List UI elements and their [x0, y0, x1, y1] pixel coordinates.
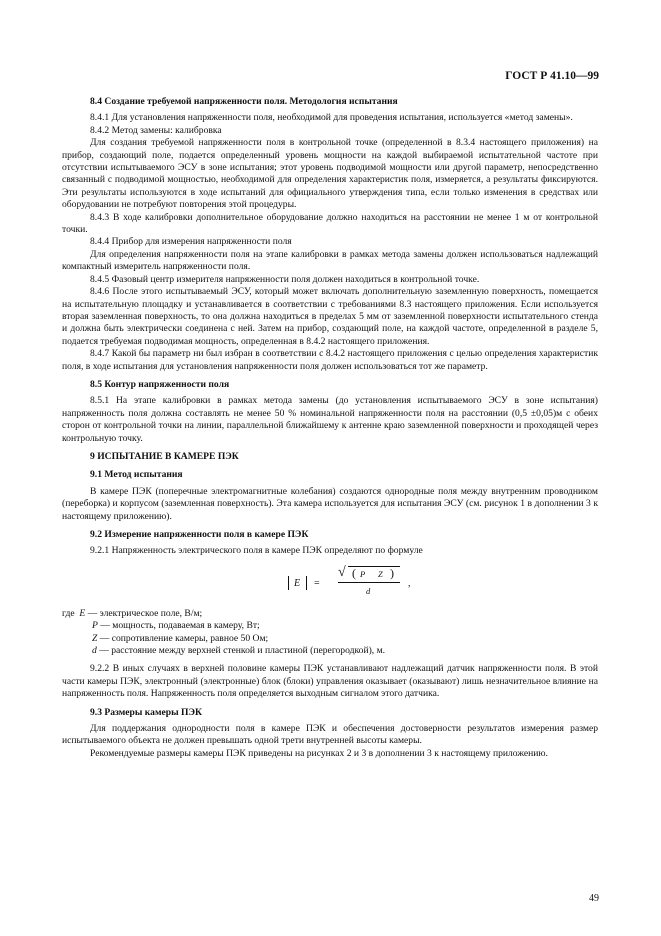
paragraph-9-3-b: Рекомендуемые размеры камеры ПЭК приведены на рисунках 2 и 3 в дополнении 3 к настоящему приложению. [90, 747, 548, 759]
legend-where: где [62, 607, 75, 619]
formula-equals: = [314, 577, 320, 589]
section-8-4-heading: 8.4 Создание требуемой напряженности поля. Методология испытания [90, 96, 398, 107]
sqrt-icon: √ [338, 564, 346, 580]
section-9-heading: 9 ИСПЫТАНИЕ В КАМЕРЕ ПЭК [90, 450, 239, 462]
paragraph-9-2-2: 9.2.2 В иных случаях в верхней половине камеры ПЭК устанавливают надлежащий датчик напряженности поля. В этой части камеры ПЭК, электронный (электронные) блок (блоки) управления оказывает (оказывают) лишь незначительное влияние на напряженность поля. Напряженность поля определяется выходным сигналом этого датчика. [62, 663, 598, 700]
paragraph-9-3-a: Для поддержания однородности поля в камере ПЭК и обеспечения достоверности результатов измерения размер испытываемого объекта не должен превышать одной трети внутренней высоты камеры. [62, 723, 598, 747]
section-8-5-heading: 8.5 Контур напряженности поля [90, 378, 230, 390]
legend-text: — сопротивление камеры, равное 50 Ом; [99, 632, 269, 644]
paragraph-8-4-2-text: Для создания требуемой напряженности поля в контрольной точке (определенной в 8.3.4 настоящего приложения) на прибор, создающий поле, подается определенный уровень мощности на каждой выбираемой испытательной частоте при отсутствии испытываемого ЭСУ в зоне испытания; этот уровень подводимой мощности или другой параметр, непосредственно связанный с подводимой мощностью, необходимой для определения характеристик поля, измеряется, а результаты фиксируются. Эти результаты используются в ходе испытаний для официального утверждения типа, если только изменения в средствах или оборудовании не потребуют повторения этой процедуры. [62, 137, 598, 211]
formula-d: d [366, 585, 371, 596]
section-9-1-heading: 9.1 Метод испытания [90, 469, 183, 481]
legend-row-z [62, 633, 598, 645]
legend-row-e [62, 608, 598, 620]
formula-p: P [360, 568, 366, 579]
legend-text: — мощность, подаваемая в камеру, Вт; [100, 620, 260, 632]
paragraph-8-4-1: 8.4.1 Для установления напряженности поля, необходимой для проведения испытания, используется «метод замены». [90, 112, 573, 124]
section-9-2-heading: 9.2 Измерение напряженности поля в камере ПЭК [90, 529, 309, 540]
legend-text: — расстояние между верхней стенкой и пластиной (перегородкой), м. [99, 645, 386, 657]
field-strength-formula [62, 562, 598, 606]
paragraph-8-5-1: 8.5.1 На этапе калибровки в рамках метода замены (до установления испытываемого ЭСУ в зоне испытания) напряженность поля должна составлять не менее 50 % номинальной напряженности поля на расстоянии (0,5 ±0,05)м с обеих сторон от контрольной точки на линии, параллельной ближайшему к антенне краю заземленной поверхности и проходящей через контрольную точку. [62, 395, 598, 444]
paragraph-8-4-2: 8.4.2 Метод замены: калибровка [90, 124, 222, 136]
legend-row-d [62, 645, 598, 657]
paragraph-8-4-7: 8.4.7 Какой бы параметр ни был избран в соответствии с 8.4.2 настоящего приложения с целью определения характеристик поля, в ходе испытания для установления напряженности поля должен использоваться тот же параметр. [62, 348, 598, 372]
paragraph-9-2-1: 9.2.1 Напряженность электрического поля в камере ПЭК определяют по формуле [90, 545, 423, 557]
page-number: 49 [589, 893, 599, 904]
abs-bar-left [288, 576, 289, 590]
legend-text: — электрическое поле, В/м; [87, 607, 203, 619]
paren-right: ) [390, 565, 394, 580]
paragraph-9-1: В камере ПЭК (поперечные электромагнитные колебания) создаются однородные поля между внутренним проводником (переборка) и корпусом (заземленная поверхность). Эта камера используется для испытания ЭСУ (см. рисунок 1 в дополнении 3 к настоящему приложению). [62, 485, 598, 522]
paragraph-8-4-5: 8.4.5 Фазовый центр измерителя напряженности поля должен находиться в контрольной точке. [90, 273, 480, 285]
formula-z: Z [378, 568, 383, 579]
paragraph-8-4-4-text: Для определения напряженности поля на этапе калибровки в рамках метода замены должен использоваться надлежащий компактный измеритель напряженности поля. [62, 248, 598, 273]
paren-left: ( [352, 565, 356, 580]
legend-symbol: E [79, 607, 86, 619]
legend-symbol: Z [92, 632, 98, 644]
legend-symbol: P [92, 620, 98, 632]
fraction-line [338, 582, 400, 583]
legend-symbol: d [92, 645, 97, 657]
formula-numerator [338, 566, 400, 582]
formula-e: E [294, 577, 301, 589]
paragraph-8-4-3: 8.4.3 В ходе калибровки дополнительное оборудование должно находиться на расстоянии не менее 1 м от контрольной точки. [62, 211, 598, 236]
formula-comma: , [408, 577, 411, 589]
document-body [62, 90, 598, 760]
paragraph-8-4-4: 8.4.4 Прибор для измерения напряженности поля [90, 236, 292, 248]
paragraph-8-4-6: 8.4.6 После этого испытываемый ЭСУ, который может включать дополнительную заземленную поверхность, помещается на испытательную площадку и устанавливается в соответствии с требованиями 8.3 настоящего приложения. Если используется вторая заземленная поверхность, то она должна находиться в пределах 5 мм от заземленной поверхности испытательного стенда и должна быть электрически соединена с ней. Затем на прибор, создающий поле, на каждой частоте, определенной в разделе 5, подается требуемая подводимая мощность, определенная в 8.4.2 настоящего приложения. [62, 286, 598, 347]
standard-code: ГОСТ Р 41.10—99 [505, 70, 599, 82]
abs-bar-right [306, 576, 307, 590]
section-9-3-heading: 9.3 Размеры камеры ПЭК [90, 706, 202, 718]
legend-row-p [62, 620, 598, 632]
